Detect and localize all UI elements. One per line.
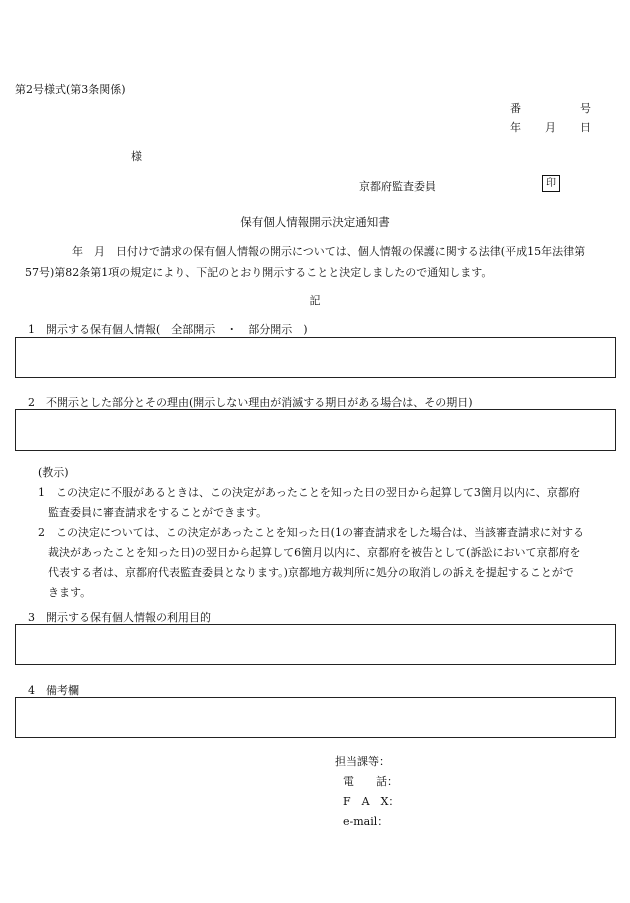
section-3-label: 3 開示する保有個人情報の利用目的 [28,611,211,624]
document-number-label: 番 [510,102,521,115]
section-2-label: 2 不開示とした部分とその理由(開示しない理由が消滅する期日がある場合は、その期日) [28,396,473,409]
body-paragraph [25,241,620,283]
notice-line: 1 この決定に不服があるときは、この決定があったことを知った日の翌日から起算して3箇月以内に、京都府 [38,486,580,499]
notice-body [38,483,616,603]
seal-mark: 印 [542,175,560,192]
document-number-suffix: 号 [580,102,591,115]
addressee-suffix: 様 [131,150,142,163]
contact-email-label [335,812,399,832]
body-line: 年 月 日付けで請求の保有個人情報の開示については、個人情報の保護に関する法律(平成15年法律第 [72,245,586,258]
section-4-field[interactable] [15,697,616,738]
notice-line: 裁決があったことを知った日)の翌日から起算して6箇月以内に、京都府を被告として(訴訟において京都府を [48,546,581,559]
notice-line: 監査委員に審査請求をすることができます。 [48,506,268,519]
notice-item-2 [38,523,616,603]
document-title: 保有個人情報開示決定通知書 [240,215,390,229]
ki-heading: 記 [309,294,321,307]
contact-email-text: e-mail： [343,815,389,828]
section-3-field[interactable] [15,624,616,665]
section-1-label: 1 開示する保有個人情報( 全部開示 ・ 部分開示 ) [28,323,308,336]
contact-fax-text: F A X： [343,795,400,808]
section-1-field[interactable] [15,337,616,378]
contact-dept-label: 担当課等： [335,755,390,768]
section-4-label: 4 備考欄 [28,684,79,697]
notice-item-1 [38,483,616,523]
date-month-label: 月 [545,121,556,134]
contact-phone-text: 電 話： [343,775,398,788]
contact-block [335,752,399,832]
contact-fax-label [335,792,399,812]
date-year-label: 年 [510,121,521,134]
section-2-field[interactable] [15,409,616,451]
date-day-label: 日 [580,121,591,134]
notice-line: 2 この決定については、この決定があったことを知った日(1の審査請求をした場合は、当該審査請求に対する [38,526,584,539]
body-line: 57号)第82条第1項の規定により、下記のとおり開示することと決定しましたので通知します。 [25,266,493,279]
form-number-label: 第2号様式(第3条関係) [15,83,126,96]
notice-line: 代表する者は、京都府代表監査委員となります。)京都地方裁判所に処分の取消しの訴えを提起することがで [48,566,574,579]
notice-heading: (教示) [38,466,69,479]
contact-phone-label [335,772,399,792]
notice-line: きます。 [48,586,92,599]
sender-name: 京都府監査委員 [359,180,436,193]
